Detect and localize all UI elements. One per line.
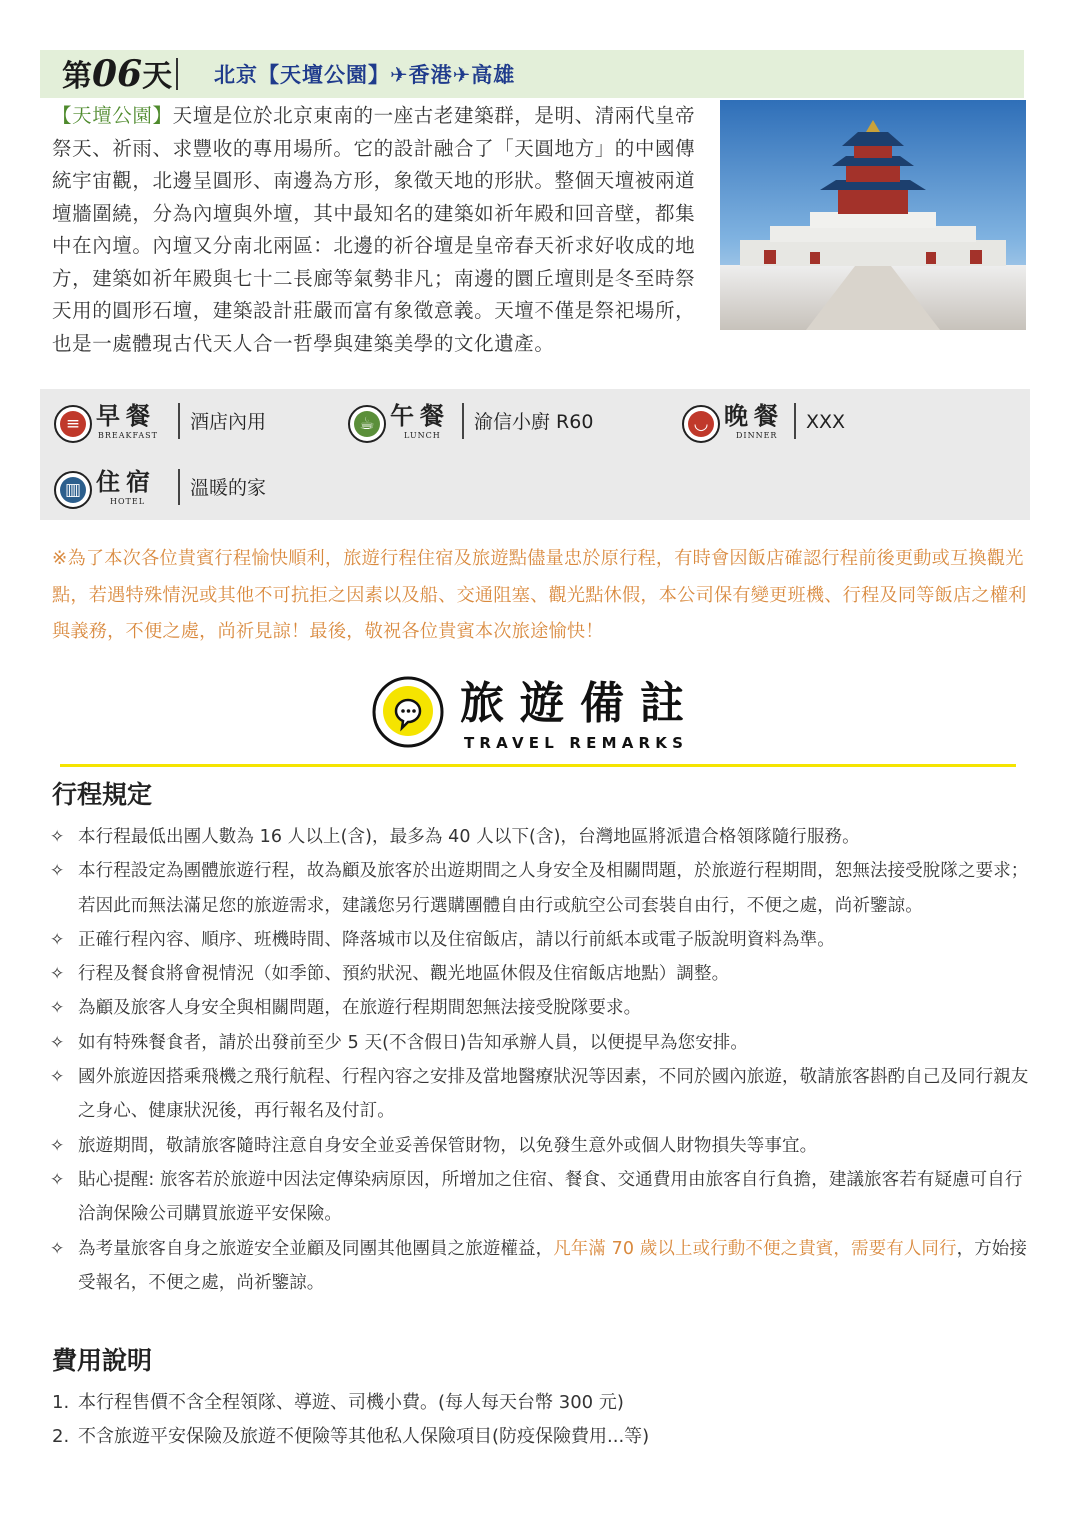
intro-text: 天壇是位於北京東南的一座古老建築群，是明、清兩代皇帝祭天、祈雨、求豐收的專用場所。它的設計融合了「天圓地方」的中國傳統宇宙觀，北邊呈圓形、南邊為方形，象徵天地的形狀。整個天壇被兩道壇牆圍繞，分為內壇與外壇，其中最知名的建築如祈年殿和回音壁，都集中在內壇。內壇又分南北兩區：北邊的祈谷壇是皇帝春天祈求好收成的地方，建築如祈年殿與七十二長廊等氣勢非凡；南邊的圜丘壇則是冬至時祭天用的圓形石壇，建築設計莊嚴而富有象徵意義。天壇不僅是祭祀場所，也是一處體現古代天人合一哲學與建築美學的文化遺產。 [52, 104, 696, 355]
intro-paragraph [52, 100, 706, 360]
lunch-row [348, 399, 668, 449]
bowl-icon: ◡ [682, 405, 720, 443]
fees-list [52, 1386, 1032, 1454]
list-item: ✧ 旅遊期間，敬請旅客隨時注意自身安全並妥善保管財物，以免發生意外或個人財物損失等事宜。 [50, 1129, 1030, 1163]
tea-cup-icon: ☕ [348, 405, 386, 443]
sparkle-bullet-icon: ✧ [50, 929, 65, 950]
hotel-title: 住宿 [96, 467, 156, 496]
breakfast-divider [178, 403, 180, 439]
speech-bubble-icon [372, 676, 444, 748]
sparkle-bullet-icon: ✧ [50, 964, 65, 985]
list-item: ✧ 本行程最低出團人數為 16 人以上(含)，最多為 40 人以下(含)，台灣地區將派遣合格領隊隨行服務。 [50, 820, 1030, 854]
temple-of-heaven-photo [720, 100, 1026, 330]
burger-icon: ≡ [54, 405, 92, 443]
list-item: ✧ 本行程設定為團體旅遊行程，故為顧及旅客於出遊期間之人身安全及相關問題，於旅遊行程期間，恕無法接受脫隊之要求；若因此而無法滿足您的旅遊需求，建議您另行選購團體自由行或航空公司套裝自由行，不便之處，尚祈鑒諒。 [50, 854, 1030, 923]
list-item: 1. 本行程售價不含全程領隊、導遊、司機小費。(每人每天台幣 300 元) [52, 1392, 624, 1413]
dinner-divider [794, 403, 796, 439]
day-divider [176, 58, 178, 90]
dinner-value: XXX [806, 411, 846, 433]
hotel-row [54, 465, 334, 515]
list-item: 2. 不含旅遊平安保險及旅遊不便險等其他私人保險項目(防疫保險費用...等) [52, 1426, 650, 1447]
hotel-subtitle: HOTEL [110, 497, 146, 506]
sparkle-bullet-icon: ✧ [50, 1238, 65, 1259]
hotel-divider [178, 469, 180, 505]
sparkle-bullet-icon: ✧ [50, 1169, 65, 1190]
lunch-divider [462, 403, 464, 439]
breakfast-value: 酒店內用 [190, 411, 267, 433]
dinner-row [682, 399, 982, 449]
dinner-subtitle: DINNER [736, 431, 778, 440]
age-requirement-highlight: 凡年滿 70 歲以上或行動不便之貴賓，需要有人同行 [553, 1238, 957, 1259]
dinner-title: 晚餐 [724, 401, 784, 430]
sparkle-bullet-icon: ✧ [50, 827, 65, 847]
list-item: ✧ 為顧及旅客人身安全與相關問題，在旅遊行程期間恕無法接受脫隊要求。 [50, 991, 1030, 1025]
day-header [40, 50, 1024, 98]
sparkle-bullet-icon: ✧ [50, 861, 65, 882]
remarks-subtitle: TRAVEL REMARKS [464, 734, 689, 752]
lunch-value: 渝信小廚 R60 [474, 411, 594, 433]
list-item: ✧ 貼心提醒: 旅客若於旅遊中因法定傳染病原因，所增加之住宿、餐食、交通費用由旅客自行負擔，建議旅客若有疑慮可自行洽詢保險公司購買旅遊平安保險。 [50, 1163, 1030, 1232]
sparkle-bullet-icon: ✧ [50, 1067, 65, 1088]
lunch-title: 午餐 [390, 401, 450, 430]
breakfast-title: 早餐 [96, 401, 156, 430]
list-item: ✧ 行程及餐食將會視情況（如季節、預約狀況、觀光地區休假及住宿飯店地點）調整。 [50, 957, 1030, 991]
rules-list [50, 820, 1030, 1300]
sparkle-bullet-icon: ✧ [50, 1032, 65, 1053]
remarks-title: 旅遊備註 [460, 678, 700, 729]
meals-panel [40, 389, 1030, 520]
day-number: 第06天 [62, 53, 173, 95]
list-item: ✧ 如有特殊餐食者，請於出發前至少 5 天(不含假日)告知承辦人員，以便提早為您安排。 [50, 1026, 1030, 1060]
building-icon: ▥ [54, 471, 92, 509]
rules-section-title: 行程規定 [52, 780, 153, 809]
lunch-subtitle: LUNCH [404, 431, 441, 440]
fees-section-title: 費用說明 [52, 1346, 153, 1375]
day-route: 北京【天壇公園】✈香港✈高雄 [214, 63, 516, 87]
sparkle-bullet-icon: ✧ [50, 1135, 65, 1156]
breakfast-subtitle: BREAKFAST [98, 431, 158, 440]
hotel-value: 溫暖的家 [190, 477, 267, 499]
remarks-divider [60, 764, 1016, 767]
list-item: ✧ 正確行程內容、順序、班機時間、降落城市以及住宿飯店，請以行前紙本或電子版說明資料為準。 [50, 923, 1030, 957]
breakfast-row [54, 399, 334, 449]
intro-highlight: 【天壇公園】 [52, 104, 173, 127]
itinerary-notice: ※為了本次各位貴賓行程愉快順利，旅遊行程住宿及旅遊點儘量忠於原行程，有時會因飯店確認行程前後更動或互換觀光點，若遇特殊情況或其他不可抗拒之因素以及船、交通阻塞、觀光點休假，本公司保有變更班機、行程及同等飯店之權利與義務，不便之處，尚祈見諒！最後，敬祝各位貴賓本次旅途愉快！ [52, 548, 1027, 642]
list-item: ✧ 為考量旅客自身之旅遊安全並顧及同團其他團員之旅遊權益，凡年滿 70 歲以上或行動不便之貴賓，需要有人同行，方始接受報名，不便之處，尚祈鑒諒。 [50, 1232, 1030, 1301]
sparkle-bullet-icon: ✧ [50, 998, 65, 1019]
list-item: ✧ 國外旅遊因搭乘飛機之飛行航程、行程內容之安排及當地醫療狀況等因素，不同於國內旅遊，敬請旅客斟酌自己及同行親友之身心、健康狀況後，再行報名及付訂。 [50, 1060, 1030, 1129]
